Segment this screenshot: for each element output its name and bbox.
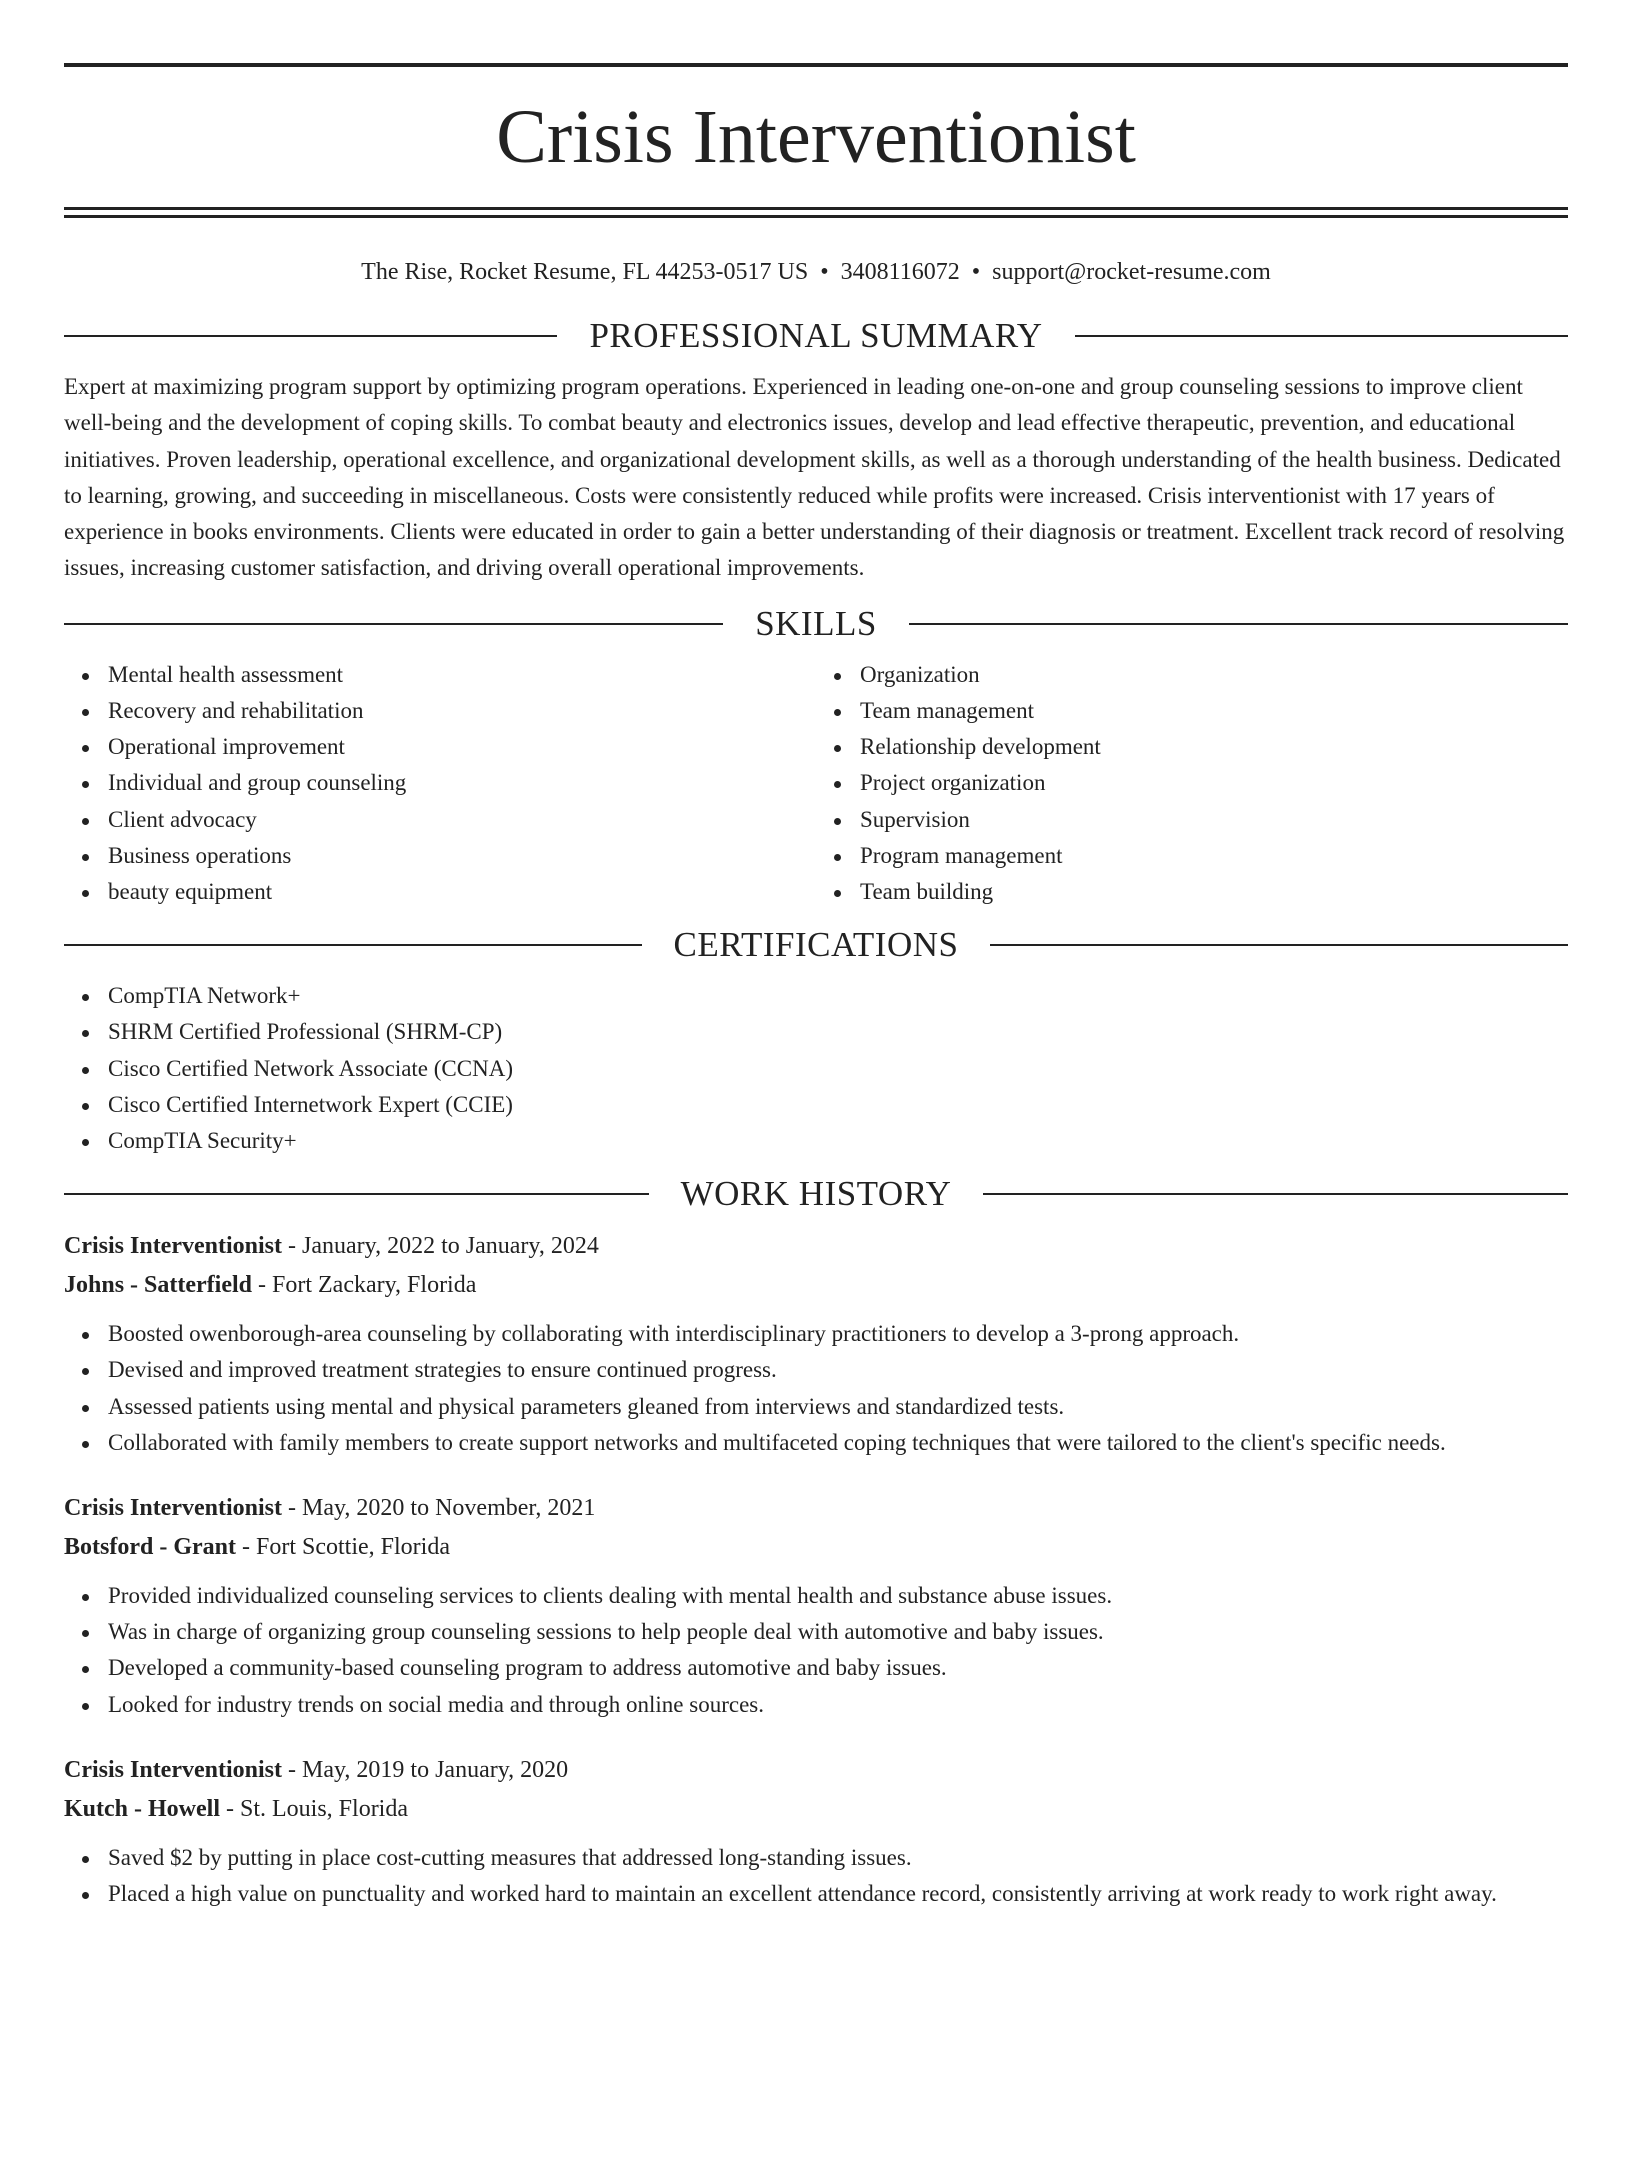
job-entry	[64, 1489, 1568, 1723]
heading-rule	[64, 1193, 649, 1195]
job-company-line	[64, 1266, 1568, 1305]
job-bullet: Placed a high value on punctuality and worked hard to maintain an excellent attendance record, consistently arriving at work ready to work right away.	[108, 1876, 1568, 1912]
job-location: - St. Louis, Florida	[220, 1795, 409, 1822]
summary-text: Expert at maximizing program support by optimizing program operations. Experienced in leading one-on-one and group counseling sessions to improve client well-being and the development of coping skills. To combat beauty and electronics issues, develop and lead effective therapeutic, prevention, and educational initiatives. Proven leadership, operational excellence, and organizational development skills, as well as a thorough understanding of the health business. Dedicated to learning, growing, and succeeding in miscellaneous. Costs were consistently reduced while profits were increased. Crisis interventionist with 17 years of experience in books environments. Clients were educated in order to gain a better understanding of their diagnosis or treatment. Excellent track record of resolving issues, increasing customer satisfaction, and driving overall operational improvements.	[64, 374, 1565, 581]
heading-rule	[64, 944, 642, 946]
skill-item: Team building	[860, 874, 1568, 910]
skill-item: Mental health assessment	[108, 657, 816, 693]
skill-item: Individual and group counseling	[108, 765, 816, 801]
job-bullets	[64, 1316, 1568, 1461]
job-bullets	[64, 1840, 1568, 1912]
job-location: - Fort Scottie, Florida	[235, 1534, 450, 1561]
skill-item: Supervision	[860, 802, 1568, 838]
work-section-heading	[64, 1171, 1568, 1217]
heading-rule	[64, 623, 723, 625]
job-entry	[64, 1227, 1568, 1461]
job-bullets	[64, 1578, 1568, 1723]
certification-item: SHRM Certified Professional (SHRM-CP)	[108, 1014, 1568, 1050]
job-dates: - May, 2019 to January, 2020	[282, 1756, 569, 1783]
heading-rule	[64, 335, 557, 337]
skill-item: Program management	[860, 838, 1568, 874]
skills-heading-label: SKILLS	[755, 603, 877, 643]
skills-list-right	[816, 657, 1568, 910]
job-location: - Fort Zackary, Florida	[252, 1272, 477, 1299]
job-company-line	[64, 1528, 1568, 1567]
skills-section-heading	[64, 601, 1568, 647]
summary-section-heading	[64, 313, 1568, 359]
job-title-line	[64, 1227, 1568, 1266]
skill-item: Project organization	[860, 765, 1568, 801]
job-bullet: Saved $2 by putting in place cost-cutting measures that addressed long-standing issues.	[108, 1840, 1568, 1876]
job-title-line	[64, 1751, 1568, 1790]
job-bullet: Provided individualized counseling services to clients dealing with mental health and substance abuse issues.	[108, 1578, 1568, 1614]
job-title-line	[64, 1489, 1568, 1528]
contact-phone: 3408116072	[840, 259, 960, 285]
job-bullet: Devised and improved treatment strategies to ensure continued progress.	[108, 1352, 1568, 1388]
job-bullet: Collaborated with family members to create support networks and multifaceted coping techniques that were tailored to the client's specific needs.	[108, 1425, 1568, 1461]
job-bullet: Boosted owenborough-area counseling by collaborating with interdisciplinary practitioners to develop a 3-prong approach.	[108, 1316, 1568, 1352]
job-bullet: Looked for industry trends on social media and through online sources.	[108, 1687, 1568, 1723]
certification-item: Cisco Certified Internetwork Expert (CCIE)	[108, 1087, 1568, 1123]
skill-item: Recovery and rehabilitation	[108, 693, 816, 729]
certification-item: CompTIA Network+	[108, 978, 1568, 1014]
job-dates: - January, 2022 to January, 2024	[282, 1233, 599, 1260]
skill-item: Organization	[860, 657, 1568, 693]
certification-item: Cisco Certified Network Associate (CCNA)	[108, 1051, 1568, 1087]
skills-grid	[64, 657, 1568, 910]
contact-email: support@rocket-resume.com	[992, 259, 1271, 285]
work-heading-label: WORK HISTORY	[680, 1174, 952, 1214]
job-company: Kutch - Howell	[64, 1795, 220, 1822]
job-bullet: Assessed patients using mental and physical parameters gleaned from interviews and standardized tests.	[108, 1389, 1568, 1425]
contact-separator: •	[971, 259, 981, 285]
heading-rule	[909, 623, 1568, 625]
contact-separator: •	[820, 259, 829, 285]
header-double-rule	[64, 207, 1568, 218]
certifications-section-heading	[64, 922, 1568, 968]
job-title: Crisis Interventionist	[64, 1495, 282, 1522]
certifications-heading-label: CERTIFICATIONS	[673, 925, 959, 965]
job-entry	[64, 1751, 1568, 1912]
skill-item: Business operations	[108, 838, 816, 874]
skill-item: Relationship development	[860, 729, 1568, 765]
resume-page	[0, 63, 1632, 2175]
heading-rule	[983, 1193, 1568, 1195]
job-company: Botsford - Grant	[64, 1534, 236, 1561]
contact-line	[64, 256, 1568, 288]
resume-title: Crisis Interventionist	[496, 95, 1136, 179]
summary-heading-label: PROFESSIONAL SUMMARY	[589, 316, 1043, 355]
job-company: Johns - Satterfield	[64, 1272, 252, 1299]
job-bullet: Was in charge of organizing group counseling sessions to help people deal with automotive and baby issues.	[108, 1614, 1568, 1650]
heading-rule	[1075, 335, 1568, 337]
job-dates: - May, 2020 to November, 2021	[282, 1495, 596, 1522]
certification-item: CompTIA Security+	[108, 1123, 1568, 1159]
job-title: Crisis Interventionist	[64, 1233, 282, 1260]
contact-address: The Rise, Rocket Resume, FL 44253-0517 US	[361, 259, 809, 285]
skill-item: Team management	[860, 693, 1568, 729]
skill-item: Operational improvement	[108, 729, 816, 765]
certifications-list	[64, 978, 1568, 1159]
skill-item: beauty equipment	[108, 874, 816, 910]
skill-item: Client advocacy	[108, 802, 816, 838]
skills-list-left	[64, 657, 816, 910]
job-title: Crisis Interventionist	[64, 1756, 282, 1783]
job-bullet: Developed a community-based counseling program to address automotive and baby issues.	[108, 1650, 1568, 1686]
heading-rule	[990, 944, 1568, 946]
job-company-line	[64, 1790, 1568, 1829]
